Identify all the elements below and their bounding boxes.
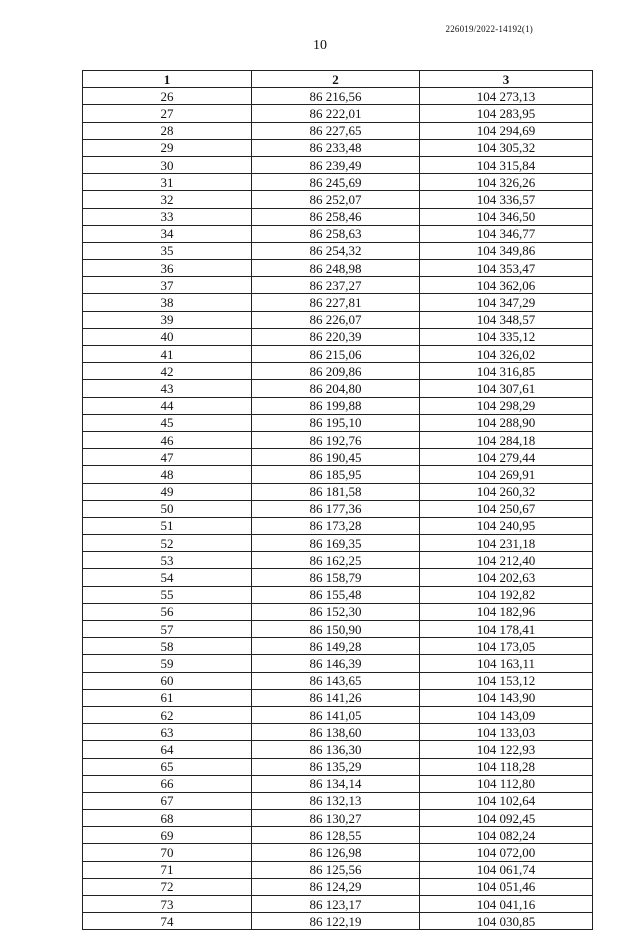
- y-coordinate-cell: 104 336,57: [420, 191, 593, 208]
- x-coordinate-cell: 86 254,32: [252, 242, 420, 259]
- y-coordinate-cell: 104 118,28: [420, 758, 593, 775]
- x-coordinate-cell: 86 126,98: [252, 844, 420, 861]
- x-coordinate-cell: 86 216,56: [252, 88, 420, 105]
- point-number-cell: 70: [83, 844, 252, 861]
- point-number-cell: 30: [83, 156, 252, 173]
- table-row: [83, 88, 593, 105]
- table-row: [83, 741, 593, 758]
- y-coordinate-cell: 104 335,12: [420, 328, 593, 345]
- table-row: [83, 517, 593, 534]
- x-coordinate-cell: 86 149,28: [252, 638, 420, 655]
- point-number-cell: 74: [83, 913, 252, 930]
- x-coordinate-cell: 86 122,19: [252, 913, 420, 930]
- y-coordinate-cell: 104 051,46: [420, 878, 593, 895]
- x-coordinate-cell: 86 233,48: [252, 139, 420, 156]
- x-coordinate-cell: 86 204,80: [252, 380, 420, 397]
- x-coordinate-cell: 86 146,39: [252, 655, 420, 672]
- point-number-cell: 68: [83, 810, 252, 827]
- y-coordinate-cell: 104 307,61: [420, 380, 593, 397]
- table-row: [83, 603, 593, 620]
- x-coordinate-cell: 86 134,14: [252, 775, 420, 792]
- x-coordinate-cell: 86 162,25: [252, 552, 420, 569]
- y-coordinate-cell: 104 102,64: [420, 792, 593, 809]
- x-coordinate-cell: 86 177,36: [252, 500, 420, 517]
- x-coordinate-cell: 86 258,46: [252, 208, 420, 225]
- table-row: [83, 792, 593, 809]
- point-number-cell: 54: [83, 569, 252, 586]
- x-coordinate-cell: 86 128,55: [252, 827, 420, 844]
- y-coordinate-cell: 104 305,32: [420, 139, 593, 156]
- y-coordinate-cell: 104 182,96: [420, 603, 593, 620]
- y-coordinate-cell: 104 283,95: [420, 105, 593, 122]
- y-coordinate-cell: 104 326,02: [420, 346, 593, 363]
- x-coordinate-cell: 86 141,26: [252, 689, 420, 706]
- table-row: [83, 878, 593, 895]
- x-coordinate-cell: 86 227,81: [252, 294, 420, 311]
- table-body: [83, 88, 593, 930]
- x-coordinate-cell: 86 141,05: [252, 706, 420, 723]
- x-coordinate-cell: 86 258,63: [252, 225, 420, 242]
- y-coordinate-cell: 104 346,50: [420, 208, 593, 225]
- x-coordinate-cell: 86 239,49: [252, 156, 420, 173]
- y-coordinate-cell: 104 112,80: [420, 775, 593, 792]
- x-coordinate-cell: 86 169,35: [252, 535, 420, 552]
- document-id: 226019/2022-14192(1): [445, 24, 533, 34]
- table-row: [83, 414, 593, 431]
- table-row: [83, 346, 593, 363]
- point-number-cell: 67: [83, 792, 252, 809]
- y-coordinate-cell: 104 250,67: [420, 500, 593, 517]
- table-row: [83, 294, 593, 311]
- point-number-cell: 34: [83, 225, 252, 242]
- y-coordinate-cell: 104 349,86: [420, 242, 593, 259]
- point-number-cell: 53: [83, 552, 252, 569]
- x-coordinate-cell: 86 123,17: [252, 896, 420, 913]
- table-row: [83, 724, 593, 741]
- x-coordinate-cell: 86 248,98: [252, 260, 420, 277]
- point-number-cell: 49: [83, 483, 252, 500]
- point-number-cell: 51: [83, 517, 252, 534]
- table-row: [83, 105, 593, 122]
- x-coordinate-cell: 86 124,29: [252, 878, 420, 895]
- y-coordinate-cell: 104 082,24: [420, 827, 593, 844]
- point-number-cell: 39: [83, 311, 252, 328]
- x-coordinate-cell: 86 136,30: [252, 741, 420, 758]
- table-row: [83, 431, 593, 448]
- y-coordinate-cell: 104 122,93: [420, 741, 593, 758]
- table-row: [83, 861, 593, 878]
- column-header-x: 2: [252, 71, 420, 88]
- y-coordinate-cell: 104 231,18: [420, 535, 593, 552]
- page-number: 10: [313, 38, 327, 53]
- point-number-cell: 40: [83, 328, 252, 345]
- y-coordinate-cell: 104 178,41: [420, 621, 593, 638]
- point-number-cell: 33: [83, 208, 252, 225]
- point-number-cell: 65: [83, 758, 252, 775]
- point-number-cell: 66: [83, 775, 252, 792]
- point-number-cell: 73: [83, 896, 252, 913]
- point-number-cell: 62: [83, 706, 252, 723]
- y-coordinate-cell: 104 163,11: [420, 655, 593, 672]
- point-number-cell: 71: [83, 861, 252, 878]
- point-number-cell: 27: [83, 105, 252, 122]
- x-coordinate-cell: 86 130,27: [252, 810, 420, 827]
- column-header-point: 1: [83, 71, 252, 88]
- x-coordinate-cell: 86 143,65: [252, 672, 420, 689]
- table-row: [83, 706, 593, 723]
- point-number-cell: 26: [83, 88, 252, 105]
- x-coordinate-cell: 86 237,27: [252, 277, 420, 294]
- y-coordinate-cell: 104 284,18: [420, 431, 593, 448]
- table-row: [83, 225, 593, 242]
- point-number-cell: 72: [83, 878, 252, 895]
- x-coordinate-cell: 86 158,79: [252, 569, 420, 586]
- point-number-cell: 55: [83, 586, 252, 603]
- y-coordinate-cell: 104 279,44: [420, 449, 593, 466]
- point-number-cell: 31: [83, 174, 252, 191]
- y-coordinate-cell: 104 041,16: [420, 896, 593, 913]
- point-number-cell: 47: [83, 449, 252, 466]
- point-number-cell: 38: [83, 294, 252, 311]
- point-number-cell: 37: [83, 277, 252, 294]
- table-header-row: [83, 71, 593, 88]
- table-row: [83, 328, 593, 345]
- y-coordinate-cell: 104 260,32: [420, 483, 593, 500]
- y-coordinate-cell: 104 362,06: [420, 277, 593, 294]
- table-row: [83, 638, 593, 655]
- table-row: [83, 208, 593, 225]
- x-coordinate-cell: 86 227,65: [252, 122, 420, 139]
- point-number-cell: 60: [83, 672, 252, 689]
- point-number-cell: 35: [83, 242, 252, 259]
- point-number-cell: 48: [83, 466, 252, 483]
- table-row: [83, 483, 593, 500]
- x-coordinate-cell: 86 195,10: [252, 414, 420, 431]
- x-coordinate-cell: 86 138,60: [252, 724, 420, 741]
- x-coordinate-cell: 86 209,86: [252, 363, 420, 380]
- table-row: [83, 449, 593, 466]
- point-number-cell: 63: [83, 724, 252, 741]
- point-number-cell: 28: [83, 122, 252, 139]
- coordinates-table: [82, 70, 593, 930]
- y-coordinate-cell: 104 202,63: [420, 569, 593, 586]
- table-row: [83, 896, 593, 913]
- table-row: [83, 844, 593, 861]
- x-coordinate-cell: 86 192,76: [252, 431, 420, 448]
- table-row: [83, 174, 593, 191]
- table-row: [83, 242, 593, 259]
- x-coordinate-cell: 86 190,45: [252, 449, 420, 466]
- x-coordinate-cell: 86 185,95: [252, 466, 420, 483]
- point-number-cell: 32: [83, 191, 252, 208]
- point-number-cell: 45: [83, 414, 252, 431]
- table-row: [83, 397, 593, 414]
- y-coordinate-cell: 104 348,57: [420, 311, 593, 328]
- point-number-cell: 69: [83, 827, 252, 844]
- y-coordinate-cell: 104 143,90: [420, 689, 593, 706]
- x-coordinate-cell: 86 199,88: [252, 397, 420, 414]
- table-row: [83, 466, 593, 483]
- point-number-cell: 59: [83, 655, 252, 672]
- point-number-cell: 42: [83, 363, 252, 380]
- table-row: [83, 569, 593, 586]
- x-coordinate-cell: 86 181,58: [252, 483, 420, 500]
- table-row: [83, 621, 593, 638]
- point-number-cell: 56: [83, 603, 252, 620]
- table-row: [83, 363, 593, 380]
- y-coordinate-cell: 104 061,74: [420, 861, 593, 878]
- x-coordinate-cell: 86 173,28: [252, 517, 420, 534]
- point-number-cell: 52: [83, 535, 252, 552]
- x-coordinate-cell: 86 215,06: [252, 346, 420, 363]
- x-coordinate-cell: 86 245,69: [252, 174, 420, 191]
- table-row: [83, 758, 593, 775]
- x-coordinate-cell: 86 125,56: [252, 861, 420, 878]
- x-coordinate-cell: 86 152,30: [252, 603, 420, 620]
- y-coordinate-cell: 104 072,00: [420, 844, 593, 861]
- table-row: [83, 260, 593, 277]
- table-row: [83, 810, 593, 827]
- y-coordinate-cell: 104 240,95: [420, 517, 593, 534]
- point-number-cell: 44: [83, 397, 252, 414]
- table-row: [83, 672, 593, 689]
- point-number-cell: 43: [83, 380, 252, 397]
- table-row: [83, 535, 593, 552]
- y-coordinate-cell: 104 143,09: [420, 706, 593, 723]
- y-coordinate-cell: 104 316,85: [420, 363, 593, 380]
- column-header-y: 3: [420, 71, 593, 88]
- x-coordinate-cell: 86 220,39: [252, 328, 420, 345]
- point-number-cell: 36: [83, 260, 252, 277]
- point-number-cell: 58: [83, 638, 252, 655]
- x-coordinate-cell: 86 132,13: [252, 792, 420, 809]
- y-coordinate-cell: 104 353,47: [420, 260, 593, 277]
- y-coordinate-cell: 104 192,82: [420, 586, 593, 603]
- x-coordinate-cell: 86 222,01: [252, 105, 420, 122]
- x-coordinate-cell: 86 150,90: [252, 621, 420, 638]
- table-row: [83, 827, 593, 844]
- y-coordinate-cell: 104 153,12: [420, 672, 593, 689]
- y-coordinate-cell: 104 294,69: [420, 122, 593, 139]
- y-coordinate-cell: 104 269,91: [420, 466, 593, 483]
- table-row: [83, 311, 593, 328]
- table-row: [83, 586, 593, 603]
- point-number-cell: 50: [83, 500, 252, 517]
- y-coordinate-cell: 104 133,03: [420, 724, 593, 741]
- x-coordinate-cell: 86 226,07: [252, 311, 420, 328]
- point-number-cell: 29: [83, 139, 252, 156]
- y-coordinate-cell: 104 212,40: [420, 552, 593, 569]
- y-coordinate-cell: 104 347,29: [420, 294, 593, 311]
- y-coordinate-cell: 104 092,45: [420, 810, 593, 827]
- table-row: [83, 380, 593, 397]
- point-number-cell: 64: [83, 741, 252, 758]
- x-coordinate-cell: 86 135,29: [252, 758, 420, 775]
- point-number-cell: 46: [83, 431, 252, 448]
- table-row: [83, 277, 593, 294]
- table-row: [83, 689, 593, 706]
- table-row: [83, 156, 593, 173]
- y-coordinate-cell: 104 346,77: [420, 225, 593, 242]
- y-coordinate-cell: 104 273,13: [420, 88, 593, 105]
- point-number-cell: 61: [83, 689, 252, 706]
- table-row: [83, 122, 593, 139]
- y-coordinate-cell: 104 315,84: [420, 156, 593, 173]
- table-row: [83, 500, 593, 517]
- table-row: [83, 775, 593, 792]
- y-coordinate-cell: 104 326,26: [420, 174, 593, 191]
- table-row: [83, 552, 593, 569]
- table-row: [83, 139, 593, 156]
- y-coordinate-cell: 104 173,05: [420, 638, 593, 655]
- point-number-cell: 41: [83, 346, 252, 363]
- table-row: [83, 655, 593, 672]
- y-coordinate-cell: 104 288,90: [420, 414, 593, 431]
- table-row: [83, 913, 593, 930]
- x-coordinate-cell: 86 252,07: [252, 191, 420, 208]
- x-coordinate-cell: 86 155,48: [252, 586, 420, 603]
- y-coordinate-cell: 104 030,85: [420, 913, 593, 930]
- point-number-cell: 57: [83, 621, 252, 638]
- y-coordinate-cell: 104 298,29: [420, 397, 593, 414]
- table-row: [83, 191, 593, 208]
